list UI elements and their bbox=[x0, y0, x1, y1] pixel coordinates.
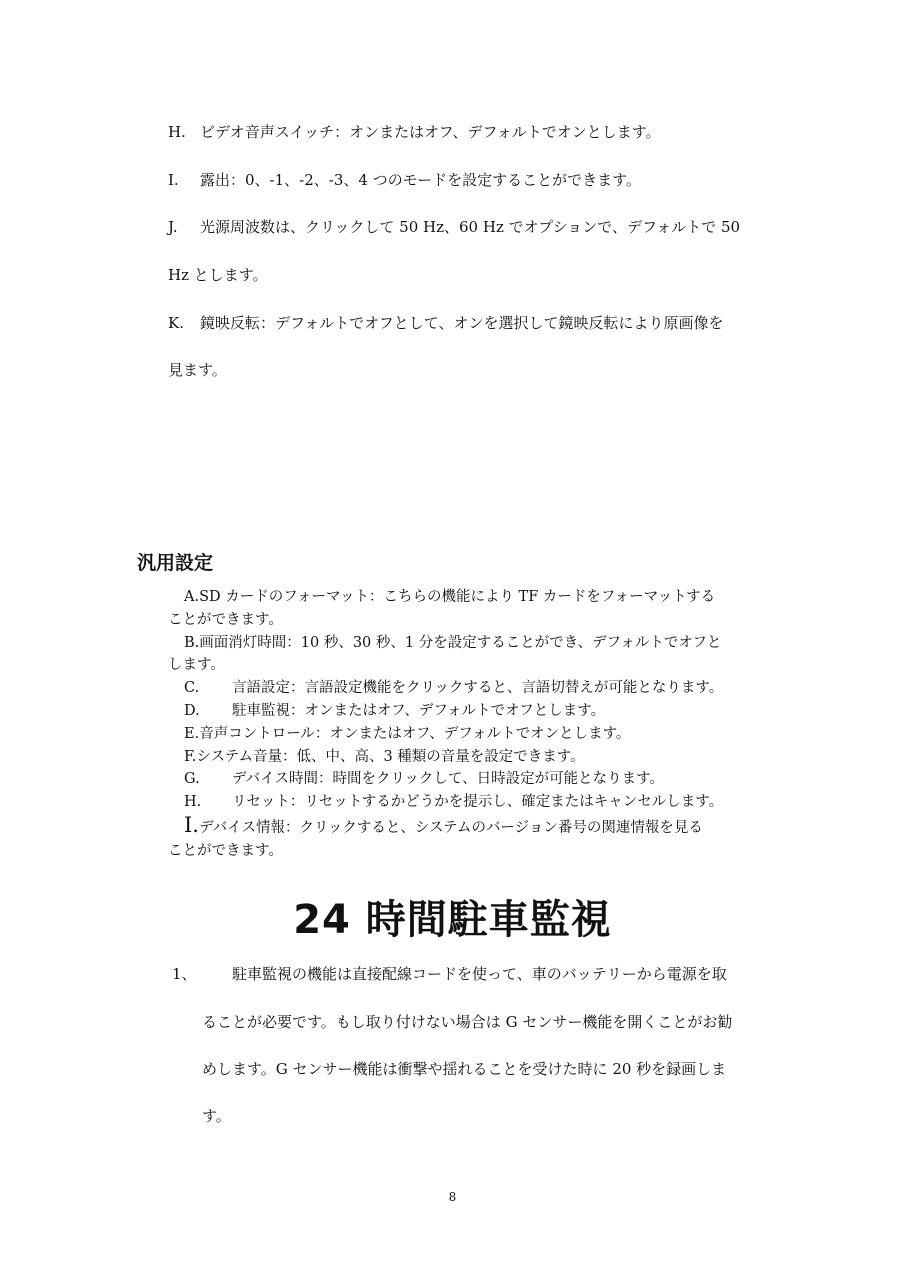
general-item-a: A.SD カードのフォーマット：こちらの機能により TF カードをフォーマットする bbox=[184, 589, 716, 605]
item-label: I. bbox=[168, 171, 179, 189]
general-item-b: B.画面消灯時間：10 秒、30 秒、1 分を設定することができ、デフォルトでオフと bbox=[184, 634, 722, 651]
item-label: I. bbox=[184, 812, 199, 837]
general-item-e: E.音声コントロール：オンまたはオフ、デフォルトでオンとします。 bbox=[184, 725, 631, 742]
general-item-g bbox=[168, 768, 768, 791]
camera-item-i bbox=[168, 170, 641, 190]
item-text: リセット：リセットするかどうかを提示し、確定またはキャンセルします。 bbox=[232, 794, 724, 811]
parking-item-1-line1: 駐車監視の機能は直接配線コードを使って、車のバッテリーから電源を取 bbox=[232, 965, 727, 983]
general-item-c bbox=[168, 677, 768, 700]
general-settings-list bbox=[168, 586, 768, 863]
general-item-a-cont: ことができます。 bbox=[168, 611, 283, 628]
item-text: ビデオ音声スイッチ：オンまたはオフ、デフォルトでオンとします。 bbox=[200, 123, 661, 141]
general-item-i-cont: ことができます。 bbox=[168, 842, 283, 859]
general-item-b-cont: します。 bbox=[168, 657, 225, 674]
item-label: K. bbox=[168, 314, 184, 332]
item-label: H. bbox=[184, 794, 202, 811]
item-text: 光源周波数は、クリックして 50 Hz、60 Hz でオプションで、デフォルトで 50 bbox=[200, 218, 741, 236]
item-label: J. bbox=[168, 218, 178, 236]
camera-item-k bbox=[168, 313, 724, 333]
camera-item-j bbox=[168, 217, 740, 237]
item-label: H. bbox=[168, 123, 186, 141]
camera-item-k-cont: 見ます。 bbox=[168, 361, 227, 379]
item-text: 鏡映反転：デフォルトでオフとして、オンを選択して鏡映反転により原画像を bbox=[200, 314, 724, 332]
parking-item-1-label: 1、 bbox=[172, 965, 197, 983]
parking-item-1-line3: めします。G センサー機能は衝撃や揺れることを受けた時に 20 秒を録画しま bbox=[202, 1060, 727, 1078]
item-text: デバイス情報：クリックすると、システムのバージョン番号の関連情報を見る bbox=[198, 819, 703, 836]
general-item-f: F.システム音量：低、中、高、3 種類の音量を設定できます。 bbox=[184, 748, 585, 765]
item-label: C. bbox=[184, 680, 200, 697]
page-number: 8 bbox=[448, 1190, 457, 1204]
general-item-d bbox=[168, 700, 768, 723]
parking-section-title: 24 時間駐車監視 bbox=[293, 897, 612, 943]
camera-item-j-cont: Hz とします。 bbox=[168, 266, 268, 284]
item-text: デバイス時間：時間をクリックして、日時設定が可能となります。 bbox=[232, 771, 664, 788]
item-label: G. bbox=[184, 771, 200, 788]
item-text: 露出：0、-1、-2、-3、4 つのモードを設定することができます。 bbox=[200, 171, 641, 189]
general-settings-title: 汎用設定 bbox=[137, 552, 214, 574]
item-label: D. bbox=[184, 702, 200, 719]
parking-item-1-line4: す。 bbox=[202, 1107, 231, 1125]
parking-item-1-line2: ることが必要です。もし取り付けない場合は G センサー機能を開くことがお勧 bbox=[202, 1013, 733, 1031]
general-item-h bbox=[168, 791, 768, 814]
item-text: 駐車監視：オンまたはオフ、デフォルトでオフとします。 bbox=[232, 702, 606, 719]
general-item-i bbox=[168, 814, 768, 840]
camera-item-h bbox=[168, 122, 661, 142]
item-text: 言語設定：言語設定機能をクリックすると、言語切替えが可能となります。 bbox=[232, 680, 724, 697]
